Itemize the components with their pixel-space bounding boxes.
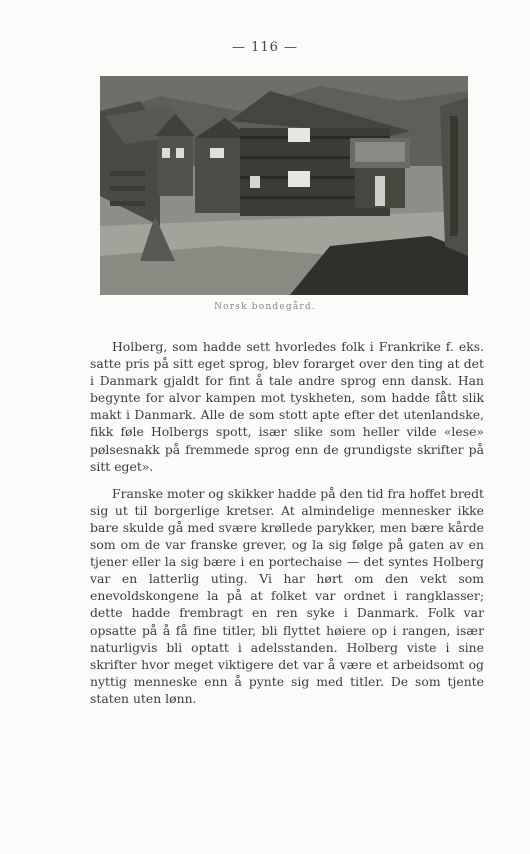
paragraph: Franske moter og skikker hadde på den tid fra hoffet bredt sig ut til borgerlige kretser. At almindelige mennesker ikke bare skulde gå med svære krøllede parykker, men bære kårde som om de var franske grever, og la sig følge på gaten av en tjener eller la sig bære i en portechaise — det syntes Holberg var en latterlig uting. Vi har hørt om den vekt som enevoldskongene la på at folket var ordnet i rangklasser; dette hadde frembragt en ren syke i Danmark. Folk var opsatte på å få fine titler, bli flyttet høiere op i rangen, især naturligvis bli optatt i adelsstanden. Holberg viste i sine skrifter hvor meget viktigere det var å være et arbeidsomt og nyttig menneske enn å pynte sig med titler. De som tjente staten uten lønn.: [90, 485, 484, 706]
farm-photo: [100, 76, 468, 295]
body-text: [90, 338, 484, 707]
photo-caption: Norsk bondegård.: [214, 302, 316, 312]
page-number: — 116 —: [231, 40, 299, 55]
paragraph: Holberg, som hadde sett hvorledes folk i Frankrike f. eks. satte pris på sitt eget sprog, blev forarget over den ting at det i Danmark gjaldt for fint å tale andre sprog enn dansk. Han begynte for alvor kampen mot tyskheten, som hadde fått slik makt i Danmark. Alle de som stott apte efter det utenlandske, fikk føle Holbergs spott, især slike som heller vilde «lese» pølsesnakk på fremmede sprog enn de grundigste skrifter på sitt eget».: [90, 339, 484, 474]
